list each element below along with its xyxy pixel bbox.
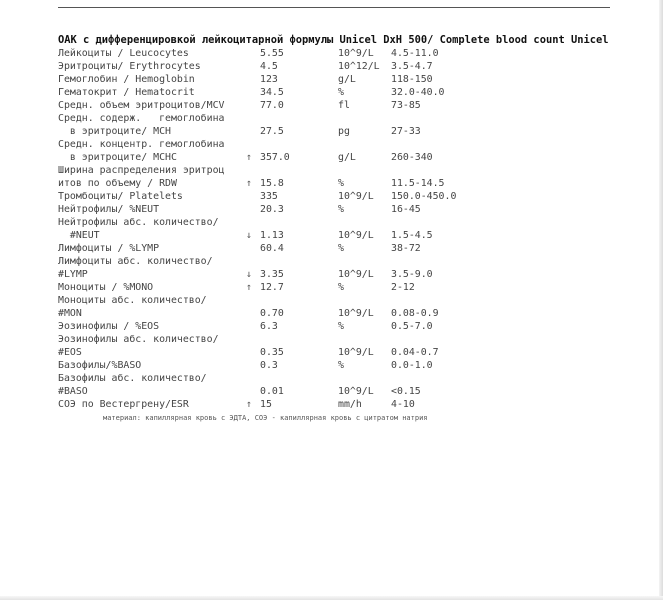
result-unit: 10^9/L (338, 308, 374, 319)
table-row (58, 346, 658, 359)
result-value: 123 (260, 74, 278, 85)
test-name: Ширина распределения эритроц (58, 165, 225, 176)
reference-range: 1.5-4.5 (391, 230, 433, 241)
test-name: Лейкоциты / Leucocytes (58, 48, 189, 59)
result-unit: 10^9/L (338, 191, 374, 202)
table-row (58, 190, 658, 203)
result-value: 0.35 (260, 347, 284, 358)
reference-range: 73-85 (391, 100, 421, 111)
result-value: 3.35 (260, 269, 284, 280)
test-name: #MON (58, 308, 82, 319)
table-row (58, 385, 658, 398)
result-value: 0.70 (260, 308, 284, 319)
test-name: Базофилы/%BASO (58, 360, 142, 371)
flag-indicator: ↑ (246, 178, 252, 189)
result-value: 15.8 (260, 178, 284, 189)
reference-range: 118-150 (391, 74, 433, 85)
table-row (58, 229, 658, 242)
reference-range: 11.5-14.5 (391, 178, 445, 189)
reference-range: <0.15 (391, 386, 421, 397)
reference-range: 3.5-4.7 (391, 61, 433, 72)
reference-range: 0.0-1.0 (391, 360, 433, 371)
result-value: 5.55 (260, 48, 284, 59)
test-name: Моноциты / %MONO (58, 282, 154, 293)
reference-range: 0.08-0.9 (391, 308, 439, 319)
flag-indicator: ↑ (246, 282, 252, 293)
test-name: #NEUT (58, 230, 100, 241)
result-unit: mm/h (338, 399, 362, 410)
test-name: #EOS (58, 347, 82, 358)
table-row (58, 398, 658, 411)
result-unit: % (338, 178, 344, 189)
reference-range: 4-10 (391, 399, 415, 410)
test-name: в эритроците/ MCH (58, 126, 171, 137)
reference-range: 150.0-450.0 (391, 191, 457, 202)
result-unit: g/L (338, 74, 356, 85)
result-unit: % (338, 87, 344, 98)
result-value: 20.3 (260, 204, 284, 215)
test-name: в эритроците/ MCHC (58, 152, 177, 163)
test-name: Нейтрофилы/ %NEUT (58, 204, 160, 215)
table-row (58, 242, 658, 255)
result-unit: 10^12/L (338, 61, 380, 72)
table-row (58, 138, 658, 151)
result-unit: 10^9/L (338, 386, 374, 397)
reference-range: 16-45 (391, 204, 421, 215)
result-value: 27.5 (260, 126, 284, 137)
result-unit: % (338, 360, 344, 371)
table-row (58, 86, 658, 99)
result-value: 0.3 (260, 360, 278, 371)
table-row (58, 73, 658, 86)
test-name: #LYMP (58, 269, 88, 280)
table-row (58, 47, 658, 60)
test-name: #BASO (58, 386, 88, 397)
result-value: 357.0 (260, 152, 290, 163)
page-edge-shadow (659, 0, 663, 600)
table-row (58, 151, 658, 164)
result-value: 34.5 (260, 87, 284, 98)
test-name: Лимфоциты / %LYMP (58, 243, 160, 254)
result-unit: 10^9/L (338, 269, 374, 280)
table-row (58, 164, 658, 177)
result-unit: % (338, 204, 344, 215)
result-unit: % (338, 243, 344, 254)
table-row (58, 125, 658, 138)
reference-range: 32.0-40.0 (391, 87, 445, 98)
result-value: 77.0 (260, 100, 284, 111)
result-value: 60.4 (260, 243, 284, 254)
result-value: 15 (260, 399, 272, 410)
table-row (58, 268, 658, 281)
result-unit: g/L (338, 152, 356, 163)
table-row (58, 333, 658, 346)
table-row (58, 112, 658, 125)
reference-range: 0.5-7.0 (391, 321, 433, 332)
table-row (58, 60, 658, 73)
result-unit: 10^9/L (338, 230, 374, 241)
test-name: Тромбоциты/ Platelets (58, 191, 183, 202)
test-name: Гематокрит / Hematocrit (58, 87, 195, 98)
reference-range: 27-33 (391, 126, 421, 137)
footnote: материал: капиллярная кровь с ЭДТА, СОЭ - капиллярная кровь с цитратом натрия (103, 414, 428, 422)
result-value: 1.13 (260, 230, 284, 241)
flag-indicator: ↓ (246, 230, 252, 241)
result-unit: % (338, 282, 344, 293)
test-name: Гемоглобин / Hemoglobin (58, 74, 195, 85)
test-name: СОЭ по Вестергрену/ESR (58, 399, 189, 410)
table-row (58, 359, 658, 372)
result-value: 4.5 (260, 61, 278, 72)
page-bottom-shadow (0, 596, 663, 600)
reference-range: 4.5-11.0 (391, 48, 439, 59)
test-name: Моноциты абс. количество/ (58, 295, 207, 306)
table-row (58, 307, 658, 320)
test-name: Средн. концентр. гемоглобина (58, 139, 225, 150)
flag-indicator: ↓ (246, 269, 252, 280)
table-row (58, 372, 658, 385)
test-name: Эозинофилы / %EOS (58, 321, 160, 332)
test-name: Нейтрофилы абс. количество/ (58, 217, 219, 228)
result-unit: 10^9/L (338, 48, 374, 59)
result-unit: % (338, 321, 344, 332)
table-row (58, 320, 658, 333)
top-rule (58, 7, 610, 8)
reference-range: 38-72 (391, 243, 421, 254)
reference-range: 3.5-9.0 (391, 269, 433, 280)
table-row (58, 216, 658, 229)
result-value: 12.7 (260, 282, 284, 293)
test-name: итов по объему / RDW (58, 178, 177, 189)
table-row (58, 281, 658, 294)
flag-indicator: ↑ (246, 152, 252, 163)
test-name: Эритроциты/ Erythrocytes (58, 61, 201, 72)
table-row (58, 99, 658, 112)
test-name: Базофилы абс. количество/ (58, 373, 207, 384)
test-name: Средн. объем эритроцитов/MCV (58, 100, 225, 111)
table-row (58, 255, 658, 268)
result-value: 6.3 (260, 321, 278, 332)
result-unit: pg (338, 126, 350, 137)
test-name: Средн. содерж. гемоглобина (58, 113, 225, 124)
table-row (58, 177, 658, 190)
reference-range: 260-340 (391, 152, 433, 163)
result-value: 335 (260, 191, 278, 202)
table-row (58, 294, 658, 307)
test-name: Эозинофилы абс. количество/ (58, 334, 219, 345)
table-row (58, 203, 658, 216)
result-unit: fl (338, 100, 350, 111)
reference-range: 0.04-0.7 (391, 347, 439, 358)
reference-range: 2-12 (391, 282, 415, 293)
results-table (58, 47, 658, 411)
result-unit: 10^9/L (338, 347, 374, 358)
report-title: ОАК с дифференцировкой лейкоцитарной формулы Unicel DxH 500/ Complete blood count Unicel (58, 34, 609, 46)
test-name: Лимфоциты абс. количество/ (58, 256, 213, 267)
result-value: 0.01 (260, 386, 284, 397)
flag-indicator: ↑ (246, 399, 252, 410)
